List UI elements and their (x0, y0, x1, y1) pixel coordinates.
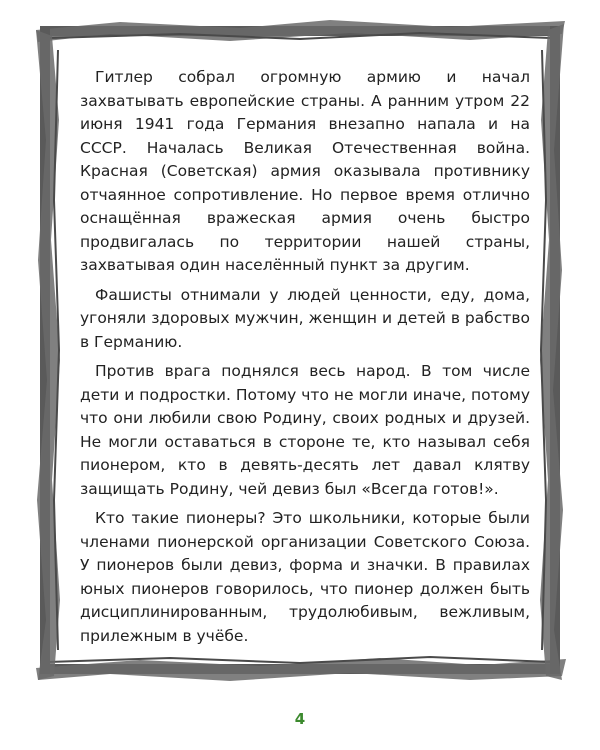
page-number: 4 (294, 710, 306, 728)
paragraph-hitler-invasion: Гитлер собрал огромную армию и начал захватывать европейские страны. А ранним утром 22 июня 1941 года Германия внезапно напала и на СССР. Началась Великая Отечественная война. Красная (Советская) армия оказывала противнику отчаянное сопротивление. Но первое время отлично оснащённая вражеская армия очень быстро продвигалась по территории нашей страны, захватывая один населённый пункт за другим. (80, 68, 530, 274)
paragraph-pioneers: Кто такие пионеры? Это школьники, которые были членами пионерской организации Советского Союза. У пионеров были девиз, форма и значки. В правилах юных пионеров говорилось, что пионер должен быть дисциплинированным, трудолюбивым, вежливым, прилежным в учёбе. (80, 509, 530, 645)
text-block (80, 66, 530, 654)
paragraph-fascists: Фашисты отнимали у людей ценности, еду, дома, угоняли здоровых мужчин, женщин и детей в рабство в Германию. (80, 285, 530, 351)
paragraph-people-rose: Против врага поднялся весь народ. В том числе дети и подростки. Потому что не могли иначе, потому что они любили свою Родину, своих родных и друзей. Не могли оставаться в стороне те, кто называл себя пионером, кто в девять-десять лет давал клятву защищать Родину, чей девиз был «Всегда готов!». (80, 362, 530, 498)
